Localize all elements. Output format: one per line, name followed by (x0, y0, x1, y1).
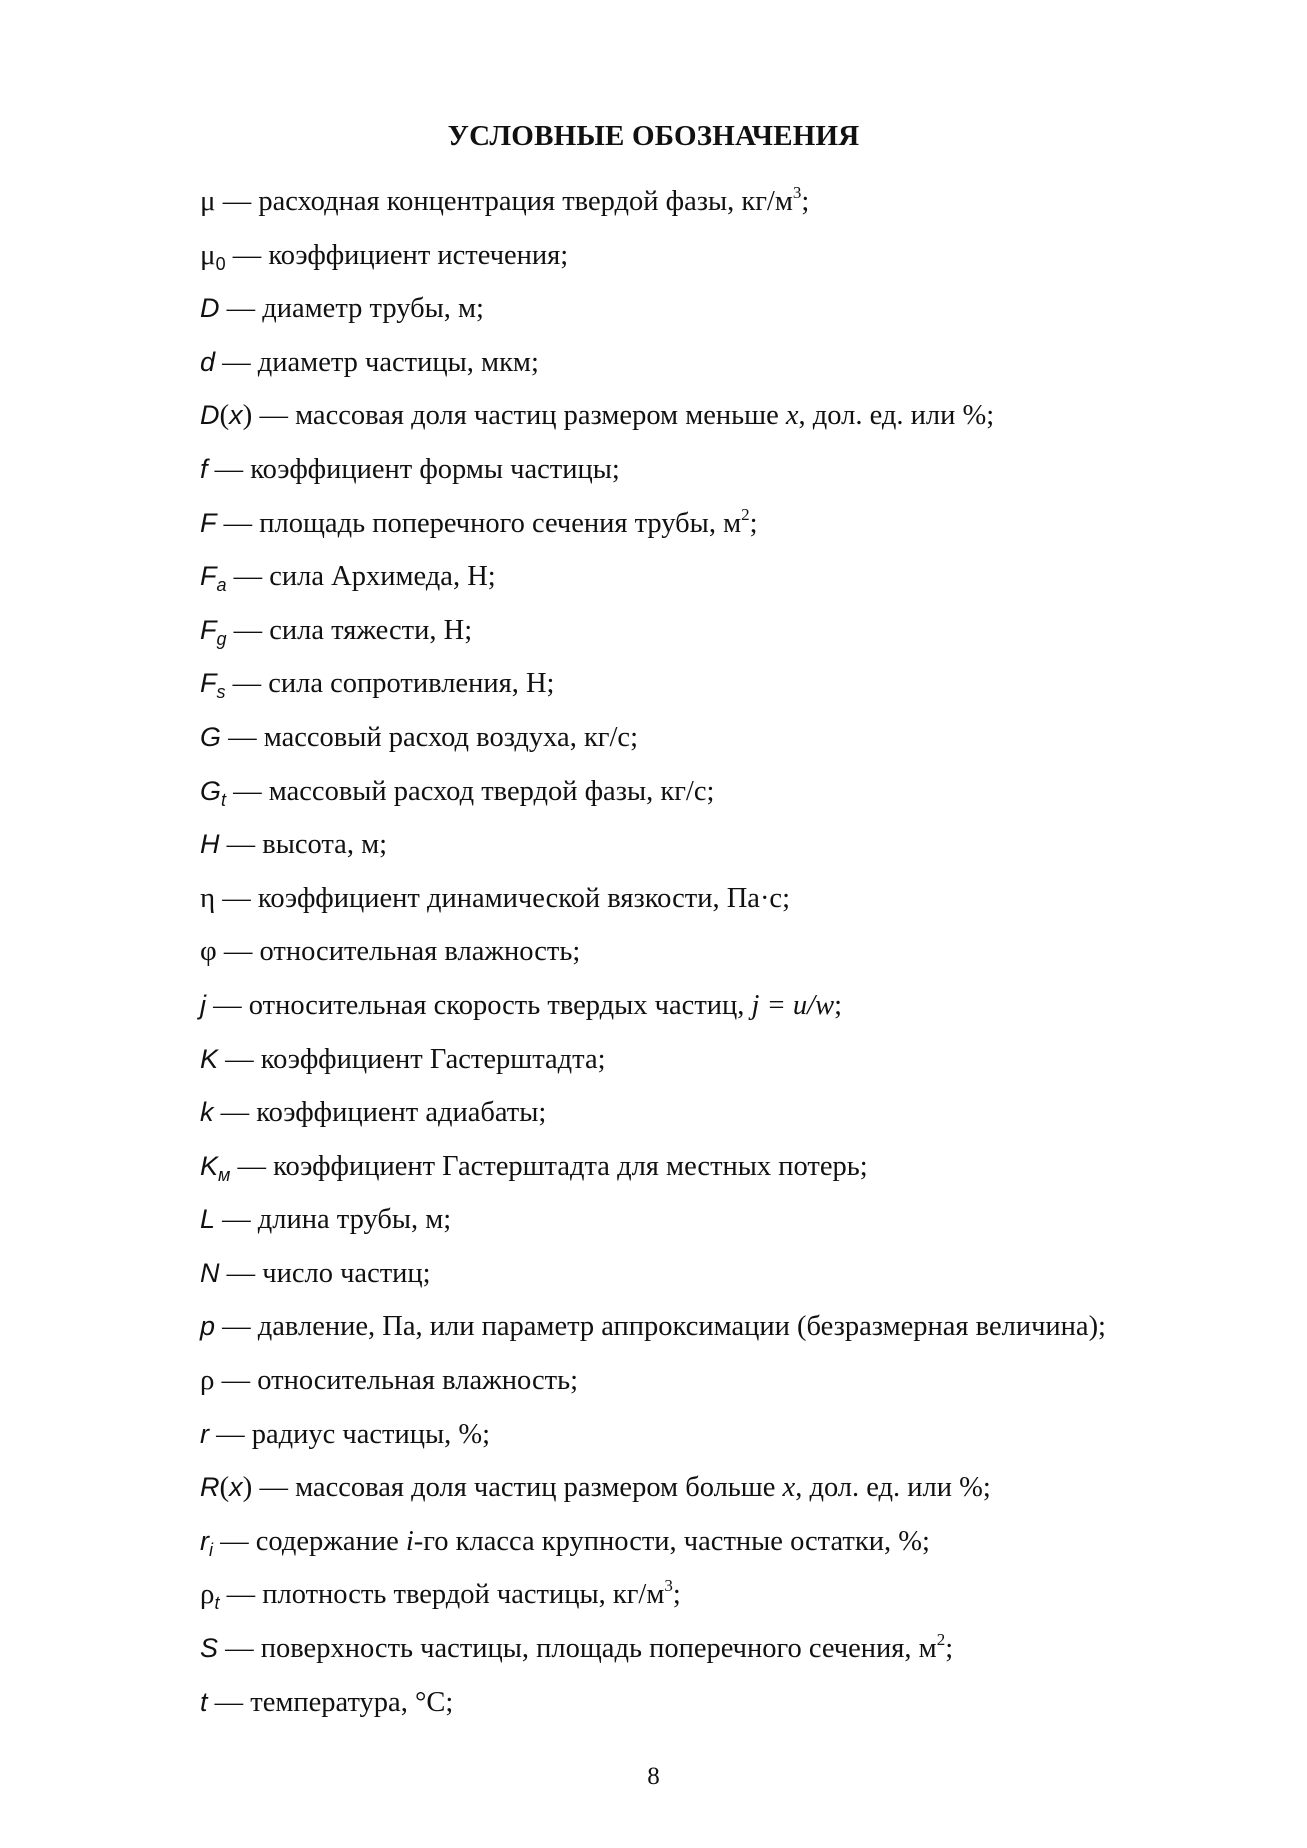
notation-F (200, 500, 1260, 554)
notation-phi (200, 928, 1260, 982)
notation-k (200, 1089, 1260, 1143)
symbol: D (200, 400, 220, 431)
subscript: м (218, 1164, 231, 1185)
notation-S (200, 1625, 1260, 1679)
symbol: η (200, 881, 216, 914)
description: — коэффициент динамической вязкости, Па·с; (215, 882, 791, 914)
symbol: μ (200, 185, 216, 217)
notation-ri (200, 1518, 1260, 1572)
notation-H (200, 821, 1260, 875)
subscript: t (221, 789, 227, 810)
notation-Fa (200, 553, 1260, 607)
subscript: i (209, 1539, 213, 1560)
description: — коэффициент адиабаты; (213, 1097, 547, 1129)
description: — плотность твердой частицы, кг/м (219, 1579, 665, 1611)
description-end: , дол. ед. или %; (795, 1472, 991, 1504)
symbol: f (200, 453, 208, 484)
symbol: S (200, 1633, 219, 1664)
description-end: , дол. ед. или %; (798, 400, 995, 432)
description: — площадь поперечного сечения трубы, м (216, 507, 742, 539)
notation-D (200, 285, 1260, 339)
symbol: d (200, 346, 216, 377)
notation-Dx (200, 392, 1260, 446)
symbol: D (200, 293, 220, 324)
symbol: p (200, 1311, 216, 1342)
notation-eta (200, 875, 1260, 929)
symbol: G (200, 721, 222, 752)
description-end: ; (672, 1579, 681, 1611)
notation-mu0 (200, 232, 1260, 286)
superscript: 3 (792, 183, 802, 202)
description: — коэффициент Гастерштадта для местных потерь; (230, 1150, 868, 1182)
description: — диаметр трубы, м; (219, 293, 484, 325)
description: — радиус частицы, %; (209, 1418, 491, 1450)
notation-Fg (200, 607, 1260, 661)
paren-open: ( (219, 1471, 230, 1504)
notation-L (200, 1196, 1260, 1250)
description: — относительная влажность; (216, 936, 581, 968)
symbol: r (200, 1418, 209, 1449)
symbol: K (200, 1150, 219, 1181)
description: — содержание (213, 1525, 406, 1557)
notation-t (200, 1679, 1260, 1733)
description-end: ; (945, 1633, 954, 1665)
notation-p (200, 1303, 1260, 1357)
subscript: s (216, 682, 226, 703)
subscript: a (216, 575, 227, 596)
description: — сила тяжести, Н; (226, 614, 473, 646)
symbol: φ (200, 935, 217, 968)
symbol: μ (200, 238, 216, 271)
description-end: ; (749, 507, 758, 539)
superscript: 2 (936, 1630, 946, 1650)
description: — коэффициент формы частицы; (207, 453, 620, 485)
notation-rho (200, 1357, 1260, 1411)
symbol: r (200, 1525, 209, 1556)
notation-mu (200, 178, 1260, 232)
page-title: УСЛОВНЫЕ ОБОЗНАЧЕНИЯ (447, 120, 860, 152)
notation-rhot (200, 1571, 1260, 1625)
description: — диаметр частицы, мкм; (215, 346, 539, 378)
notation-d (200, 339, 1260, 393)
description: — поверхность частицы, площадь поперечного сечения, м (218, 1633, 937, 1665)
symbol: R (200, 1472, 220, 1503)
notation-K (200, 1036, 1260, 1090)
symbol: F (200, 668, 217, 699)
superscript: 2 (741, 504, 750, 524)
symbol: t (200, 1686, 208, 1717)
symbol: ρ (200, 1578, 215, 1611)
subscript: 0 (215, 253, 226, 274)
description-end: ; (801, 186, 810, 217)
symbol: H (200, 829, 220, 860)
notation-Km (200, 1143, 1260, 1197)
description: — длина трубы, м; (215, 1204, 452, 1236)
variable: x (782, 1472, 796, 1504)
description: — относительная влажность; (214, 1365, 579, 1397)
description: — расходная концентрация твердой фазы, кг/м (215, 186, 793, 217)
formula: j = u/w (751, 989, 835, 1021)
symbol: L (200, 1204, 216, 1235)
description: — массовая доля частиц размером больше (252, 1472, 783, 1504)
subscript: t (214, 1593, 220, 1614)
symbol-arg: x (229, 400, 243, 431)
notation-Rx (200, 1464, 1260, 1518)
symbol: K (200, 1043, 219, 1074)
description: — коэффициент истечения; (225, 239, 569, 271)
symbol: k (200, 1097, 214, 1128)
description: — коэффициент Гастерштадта; (218, 1043, 606, 1075)
symbol: F (200, 561, 217, 592)
notation-Gt (200, 768, 1260, 822)
description: — температура, °С; (207, 1686, 454, 1718)
superscript: 3 (664, 1576, 673, 1596)
symbol: ρ (200, 1364, 215, 1397)
notation-N (200, 1250, 1260, 1304)
description: — сила Архимеда, Н; (226, 561, 496, 593)
symbol: F (200, 507, 217, 538)
paren-open: ( (219, 399, 230, 432)
notation-G (200, 714, 1260, 768)
variable: x (785, 400, 799, 432)
description: — относительная скорость твердых частиц, (206, 989, 752, 1021)
description: — число частиц; (219, 1257, 431, 1289)
symbol-arg: x (229, 1472, 243, 1503)
description: — давление, Па, или параметр аппроксимации (безразмерная величина); (215, 1311, 1106, 1343)
subscript: g (216, 628, 227, 649)
description-end: ; (834, 989, 843, 1021)
notation-j (200, 982, 1260, 1036)
notation-r (200, 1411, 1260, 1465)
description: — массовый расход твердой фазы, кг/с; (226, 775, 715, 807)
description: — высота, м; (219, 829, 388, 861)
paren-close: ) (242, 399, 253, 432)
description: — массовая доля частиц размером меньше (252, 400, 786, 432)
description: — сила сопротивления, Н; (225, 668, 555, 700)
description-end: -го класса крупности, частные остатки, %; (413, 1525, 930, 1557)
symbol: F (200, 614, 217, 645)
symbol: G (200, 775, 222, 806)
notation-list (200, 178, 1260, 1732)
notation-f (200, 446, 1260, 500)
page-number: 8 (647, 1763, 660, 1790)
symbol: N (200, 1257, 220, 1288)
variable: i (405, 1525, 414, 1557)
symbol: j (200, 989, 206, 1020)
description: — массовый расход воздуха, кг/с; (221, 721, 638, 753)
notation-Fs (200, 660, 1260, 714)
paren-close: ) (242, 1471, 253, 1504)
